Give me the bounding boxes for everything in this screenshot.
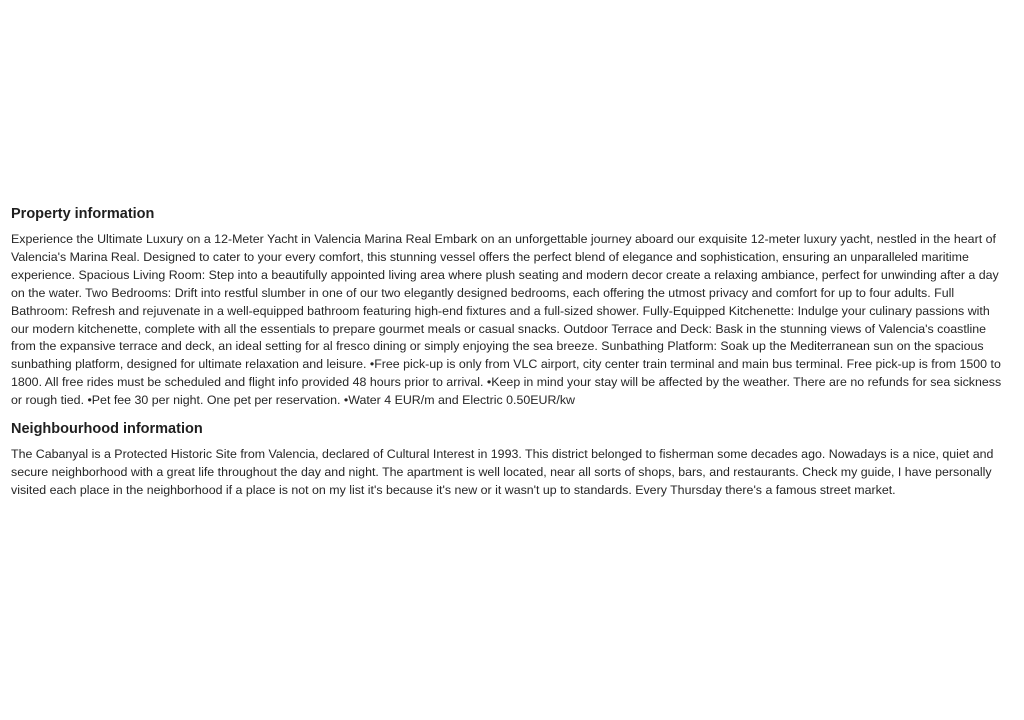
property-information-description: Experience the Ultimate Luxury on a 12-Meter Yacht in Valencia Marina Real Embark on an unforgettable journey aboard our exquisite 12-meter luxury yacht, nestled in the heart of Valencia's Marina Real. Designed to cater to your every comfort, this stunning vessel offers the perfect blend of elegance and sophistication, ensuring an unparalleled maritime experience. Spacious Living Room: Step into a beautifully appointed living area where plush seating and modern decor create a relaxing ambiance, perfect for unwinding after a day on the water. Two Bedrooms: Drift into restful slumber in one of our two elegantly designed bedrooms, each offering the utmost privacy and comfort for up to four adults. Full Bathroom: Refresh and rejuvenate in a well-equipped bathroom featuring high-end fixtures and a full-sized shower. Fully-Equipped Kitchenette: Indulge your culinary passions with our modern kitchenette, complete with all the essentials to prepare gourmet meals or casual snacks. Outdoor Terrace and Deck: Bask in the stunning views of Valencia's coastline from the expansive terrace and deck, an ideal setting for al fresco dining or simply enjoying the sea breeze. Sunbathing Platform: Soak up the Mediterranean sun on the spacious sunbathing platform, designed for ultimate relaxation and leisure. •Free pick-up is only from VLC airport, city center train terminal and main bus terminal. Free pick-up is from 1500 to 1800. All free rides must be scheduled and flight info provided 48 hours prior to arrival. •Keep in mind your stay will be affected by the weather. There are no refunds for sea sickness or rough tied. •Pet fee 30 per night. One pet per reservation. •Water 4 EUR/m and Electric 0.50EUR/kw bbox=[11, 232, 1002, 408]
property-information-section bbox=[11, 205, 1009, 410]
neighbourhood-information-description: The Cabanyal is a Protected Historic Site from Valencia, declared of Cultural Interest in 1993. This district belonged to fisherman some decades ago. Nowadays is a nice, quiet and secure neighborhood with a great life throughout the day and night. The apartment is well located, near all sorts of shops, bars, and restaurants. Check my guide, I have personally visited each place in the neighborhood if a place is not on my list it's because it's new or it wasn't up to standards. Every Thursday there's a famous street market. bbox=[11, 447, 994, 497]
neighbourhood-information-heading: Neighbourhood information bbox=[11, 421, 203, 438]
listing-details-content bbox=[11, 205, 1009, 500]
neighbourhood-information-section bbox=[11, 420, 1009, 500]
property-information-heading: Property information bbox=[11, 206, 155, 222]
